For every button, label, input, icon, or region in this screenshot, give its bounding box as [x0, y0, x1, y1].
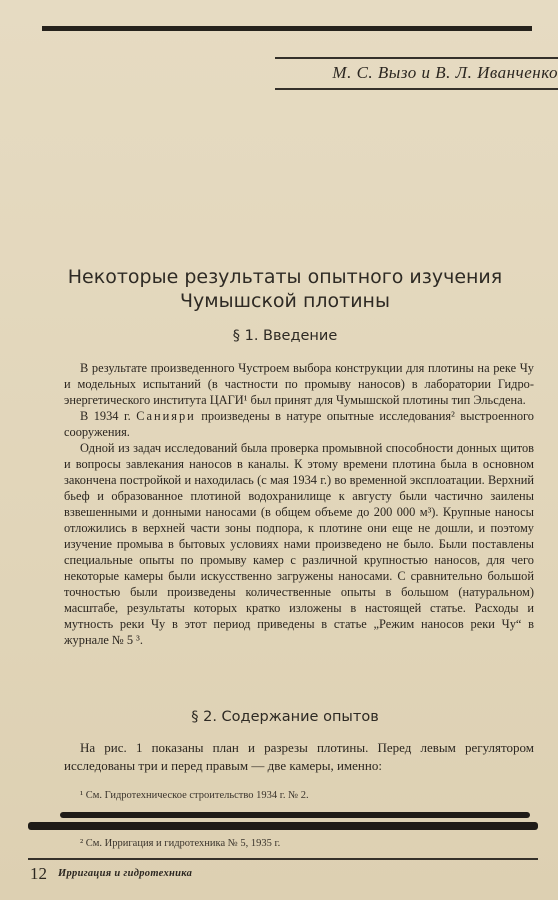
- paragraph-rest: произведены в натуре опытные исследования² выстроенного сооружения.: [64, 409, 534, 439]
- ink-redaction-1: [60, 812, 530, 818]
- title-line-2: Чумышской плотины: [180, 290, 390, 312]
- article-authors: М. С. Вызо и В. Л. Иванченко: [332, 63, 558, 82]
- author-rule-top: [275, 57, 558, 59]
- ink-redaction-2: [28, 822, 538, 830]
- section-1-body: [64, 360, 534, 648]
- footnote-2: ² См. Ирригация и гидротехника № 5, 1935 г.: [80, 838, 281, 849]
- paragraph-lead: В 1934 г.: [80, 409, 131, 423]
- header-rule: [42, 26, 532, 31]
- footer-rule: [28, 858, 538, 860]
- section-2-heading: § 2. Содержание опытов: [191, 709, 379, 725]
- footnote-1: ¹ См. Гидротехническое строительство 1934 г. № 2.: [80, 790, 309, 801]
- article-title: [40, 265, 530, 313]
- author-rule-bottom: [275, 88, 558, 90]
- page-number: 12: [30, 864, 47, 883]
- section-2-body: [64, 739, 534, 775]
- paragraph: В результате произведенного Чустроем выбора конструкции для плотины на реке Чу и модельных испытаний (в частности по промыву наносов) в лаборатории Гидро-энергетического института ЦАГИ¹ был принят для Чумышской плотины тип Эльсдена.: [64, 361, 534, 407]
- paragraph-spaced-name: Санияри: [136, 409, 196, 423]
- journal-name: Ирригация и гидротехника: [58, 868, 193, 879]
- paragraph: [64, 408, 534, 440]
- title-line-1: Некоторые результаты опытного изучения: [67, 266, 503, 288]
- paragraph: Одной из задач исследований была проверка промывной способности донных щитов и вопросы завлекания наносов в каналы. К этому времени плотина была в основном закончена постройкой и находилась (с мая 1934 г.) во временной эксплоатации. Верхний бьеф и образованное плотиной водохранилище к августу были частично заилены взвешенными и донными наносами (в общем объеме до 200 000 м³). Крупные наносы отложились в верхней части зоны подпора, к плотине они еще не дошли, и поэтому изучение промыва в бытовых условиях нами произведено не было. Были поставлены специальные опыты по промыву камер с различной крупностью наносов, для чего некоторые камеры были искусственно загружены наносами. С сравнительно большой точностью были произведены количественные опыты в большом (натуральном) масштабе, результаты которых кратко изложены в настоящей статье. Расходы и мутность реки Чу в этот период приведены в статье „Режим наносов реки Чу“ в журнале № 5 ³.: [64, 441, 534, 647]
- paragraph: На рис. 1 показаны план и разрезы плотины. Перед левым регулятором исследованы три и перед правым — две камеры, именно:: [64, 740, 534, 773]
- section-1-heading: § 1. Введение: [232, 328, 338, 344]
